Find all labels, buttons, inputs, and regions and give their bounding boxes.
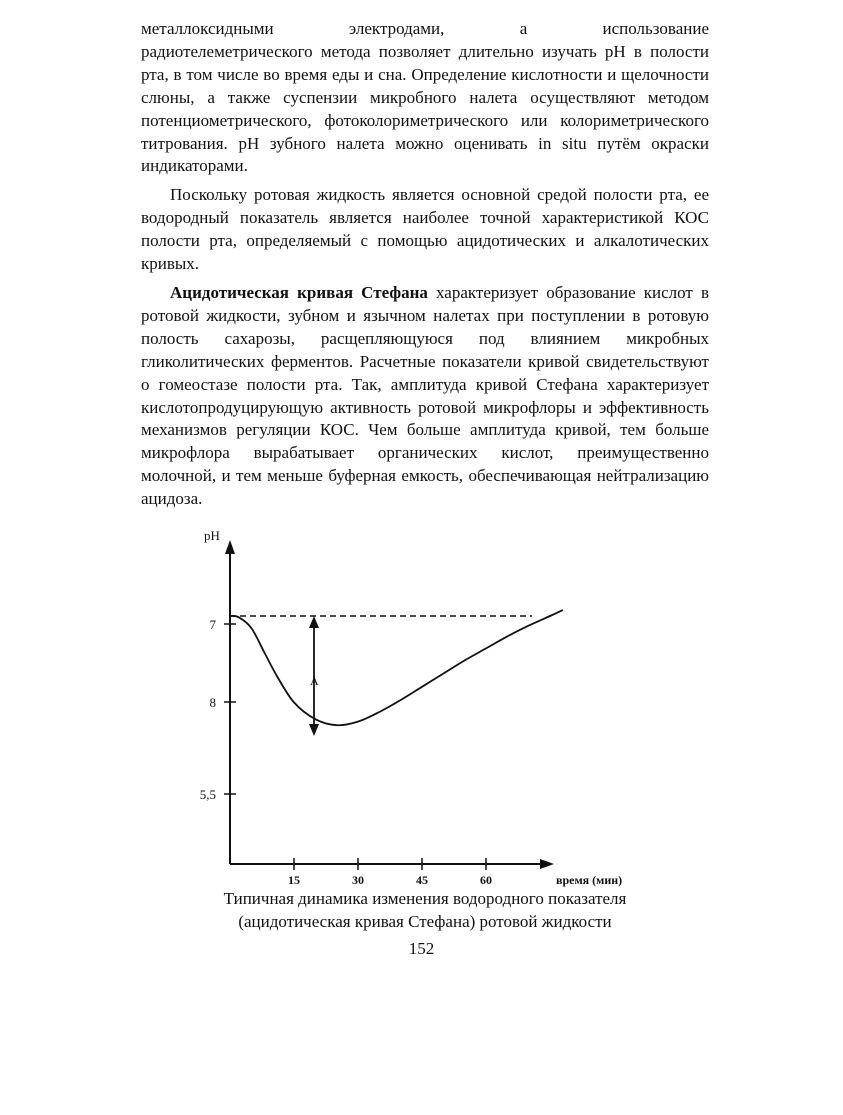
paragraph-3-text: характеризует образование кислот в ротовой жидкости, зубном и язычном налетах при поступлении в ротовую полость сахарозы, расщепляющуюся под влиянием микробных гликолитических ферментов. Расчетные показатели кривой свидетельствуют о гомеостазе полости рта. Так, амплитуда кривой Стефана характеризует кислотопродуцирующую активность ротовой микрофлоры и эффективность механизмов регуляции КОС. Чем больше амплитуда кривой, тем больше микрофлора вырабатывает органических кислот, преимущественно молочной, и тем меньше буферная емкость, обеспечивающая нейтрализацию ацидоза.	[141, 282, 709, 509]
x-tick-label: 60	[480, 873, 492, 887]
y-axis-arrow	[225, 540, 235, 554]
stefan-curve-chart	[190, 530, 640, 895]
figure-caption	[141, 887, 709, 933]
x-tick-label: 30	[352, 873, 364, 887]
amplitude-arrow-up	[309, 616, 319, 628]
y-axis-label: рН	[204, 530, 220, 543]
amplitude-label: A	[310, 674, 319, 688]
caption-line-2: (ацидотическая кривая Стефана) ротовой жидкости	[238, 912, 612, 931]
term-stefan-curve: Ацидотическая кривая Стефана	[170, 282, 428, 302]
paragraph-2: Поскольку ротовая жидкость является основной средой полости рта, ее водородный показатель является наиболее точной характеристикой КОС полости рта, определяемый с помощью ацидотических и алкалотических кривых.	[141, 185, 709, 274]
paragraph-1	[141, 18, 709, 178]
x-axis-arrow	[540, 859, 554, 869]
x-ticks	[288, 858, 492, 887]
amplitude-arrow-down	[309, 724, 319, 736]
amplitude-marker	[309, 616, 319, 736]
x-tick-label: 45	[416, 873, 428, 887]
x-tick-label: 15	[288, 873, 300, 887]
page-number: 152	[408, 939, 435, 958]
y-tick-label: 8	[209, 695, 216, 710]
body-text	[141, 18, 709, 511]
x-axis-label: время (мин)	[556, 873, 623, 887]
paragraph-3	[141, 282, 709, 511]
paragraph-1-line-1: металлоксидными электродами, а использование	[141, 19, 709, 38]
paragraph-1-rest: радиотелеметрического метода позволяет длительно изучать рН в полости рта, в том числе во время еды и сна. Определение кислотности и щелочности слюны, а также суспензии микробного налета осуществляют методом потенциометрического, фотоколориметрического или колориметрического титрования. рН зубного налета можно оценивать in situ путём окраски индикаторами.	[141, 41, 709, 176]
caption-line-1: Типичная динамика изменения водородного показателя	[223, 889, 627, 908]
stefan-curve	[230, 610, 563, 725]
y-tick-label: 7	[209, 617, 216, 632]
y-tick-label: 5,5	[199, 787, 216, 802]
